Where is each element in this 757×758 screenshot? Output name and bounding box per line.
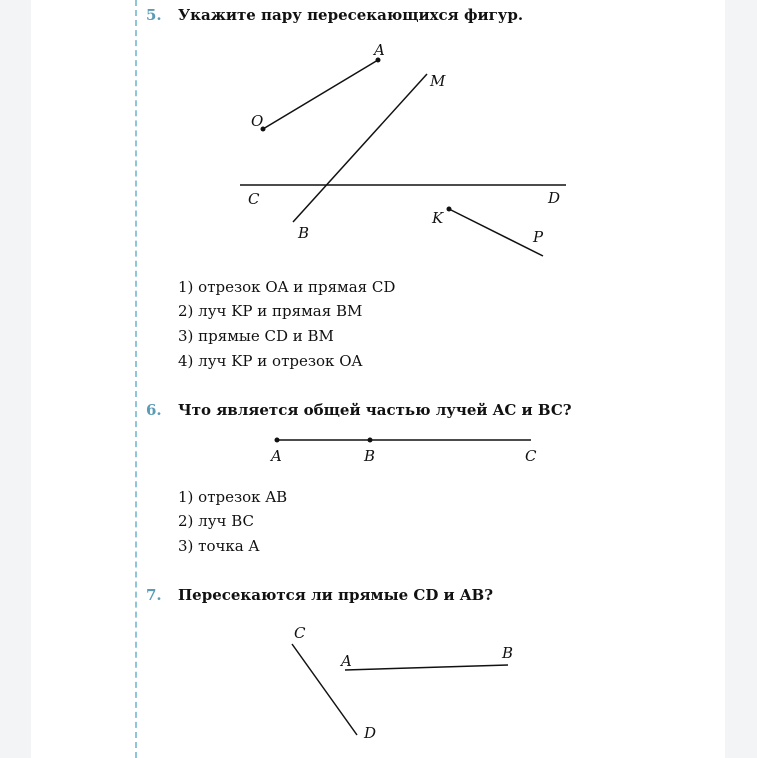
- label-k: K: [432, 209, 444, 227]
- label-a-q7: A: [341, 652, 352, 670]
- label-c-q6: C: [525, 447, 537, 465]
- point-b-q6: [368, 438, 373, 443]
- q6-option-2: 2) луч BC: [178, 512, 254, 530]
- label-c: C: [248, 190, 260, 208]
- question-7-number: 7.: [146, 586, 162, 604]
- label-c-q7: C: [294, 624, 306, 642]
- question-6-number: 6.: [146, 401, 162, 419]
- q5-option-3: 3) прямые CD и BM: [178, 327, 334, 345]
- point-k: [447, 207, 452, 212]
- label-p: P: [533, 228, 544, 246]
- q5-option-2: 2) луч KP и прямая BM: [178, 302, 363, 320]
- line-ab-q7: [345, 665, 508, 670]
- q5-option-4: 4) луч KP и отрезок OA: [178, 352, 363, 370]
- q6-option-3: 3) точка A: [178, 537, 260, 555]
- q5-option-1: 1) отрезок OA и прямая CD: [178, 278, 396, 296]
- line-bm: [293, 74, 427, 222]
- q6-option-1: 1) отрезок AB: [178, 488, 288, 506]
- label-b-q7: B: [502, 644, 514, 662]
- label-a: A: [374, 41, 385, 59]
- label-o: O: [251, 112, 264, 130]
- label-b: B: [298, 224, 310, 242]
- label-b-q6: B: [364, 447, 376, 465]
- label-a-q6: A: [271, 447, 282, 465]
- question-5-number: 5.: [146, 6, 162, 24]
- label-d-q7: D: [364, 724, 377, 742]
- segment-oa: [263, 60, 378, 129]
- label-d: D: [548, 189, 561, 207]
- question-7-text: Пересекаются ли прямые CD и AB?: [178, 586, 494, 604]
- question-5-text: Укажите пару пересекающихся фигур.: [178, 6, 524, 24]
- label-m: M: [430, 72, 446, 90]
- question-6-text: Что является общей частью лучей AC и BC?: [178, 401, 572, 419]
- ray-kp: [449, 209, 543, 256]
- point-a-q6: [275, 438, 280, 443]
